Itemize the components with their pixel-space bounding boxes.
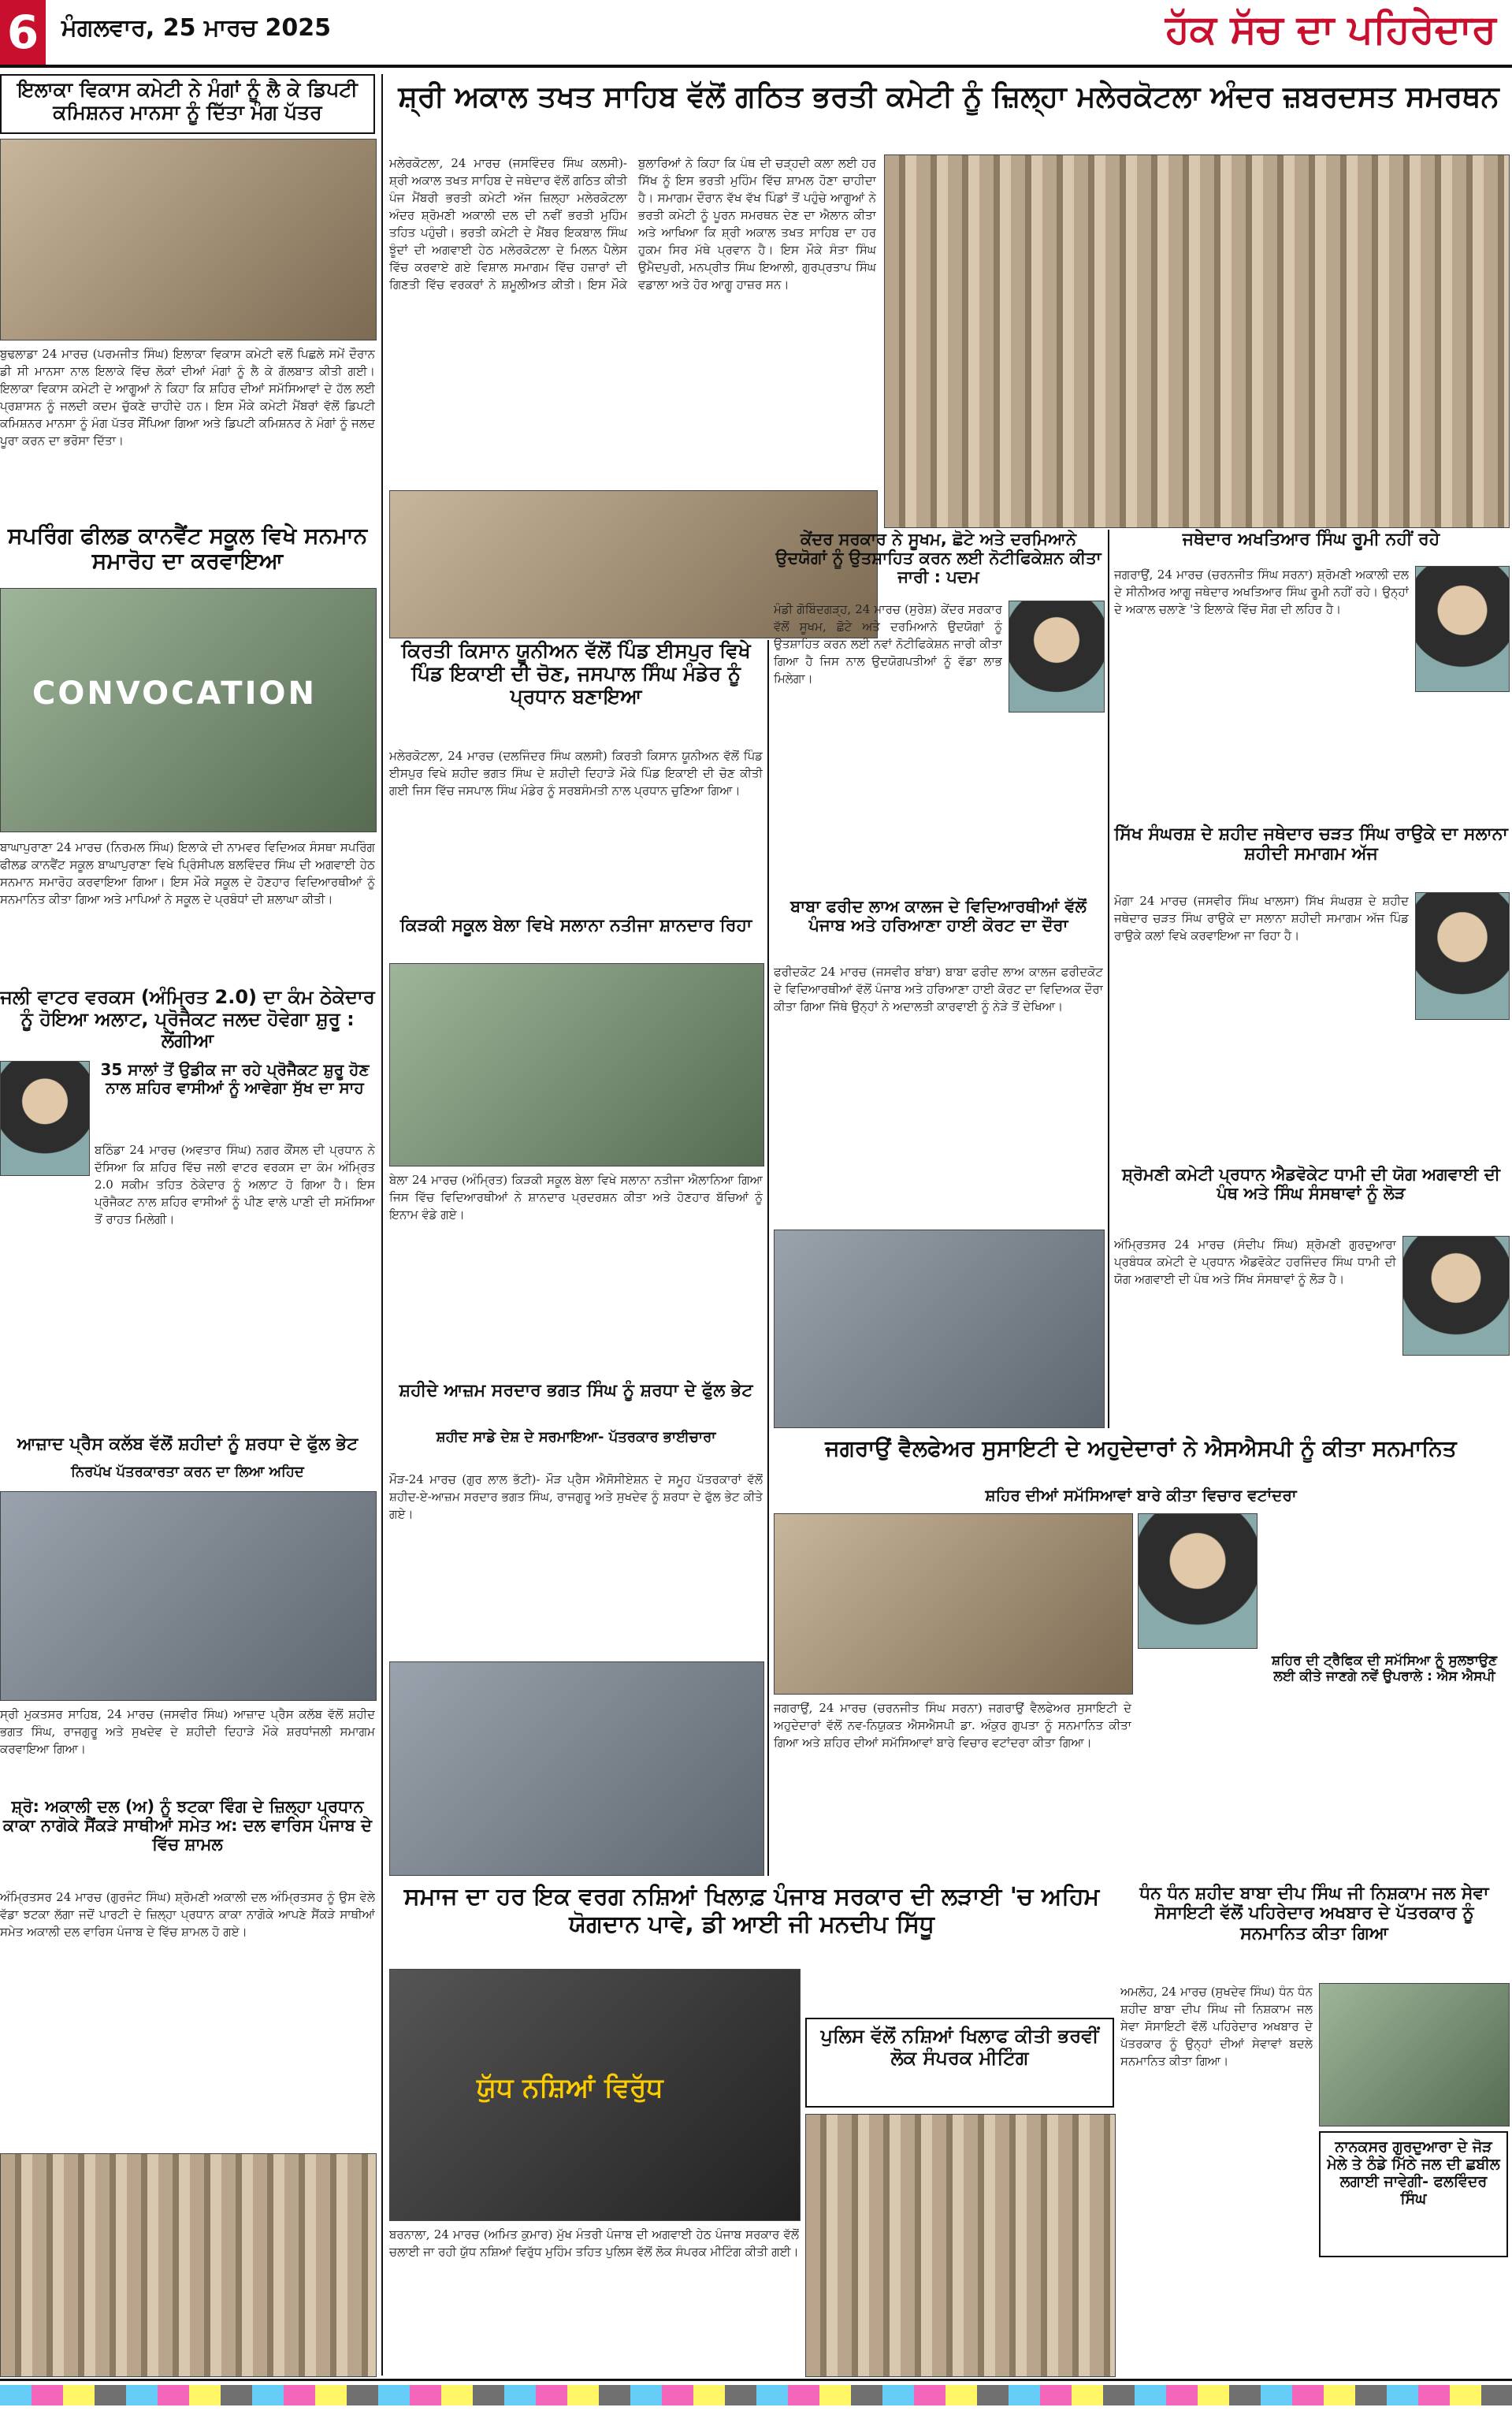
article-body-akali-dal: ਅੰਮ੍ਰਿਤਸਰ 24 ਮਾਰਚ (ਗੁਰਜੰਟ ਸਿੰਘ) ਸ਼੍ਰੋਮਣੀ ਅਕਾਲੀ ਦਲ ਅੰਮ੍ਰਿਤਸਰ ਨੂੰ ਉਸ ਵੇਲੇ ਵੱਡਾ ਝਟਕਾ ਲੱਗਾ ਜਦੋਂ ਪਾਰਟੀ ਦੇ ਜ਼ਿਲ੍ਹਾ ਪ੍ਰਧਾਨ ਕਾਕਾ ਨਾਗੋਕੇ ਆਪਣੇ ਸੈਂਕੜੇ ਸਾਥੀਆਂ ਸਮੇਤ ਅਕਾਲੀ ਦਲ ਵਾਰਿਸ ਪੰਜਾਬ ਦੇ ਵਿੱਚ ਸ਼ਾਮਲ ਹੋ ਗਏ। [0,1890,375,1939]
photo-drug-meeting [389,1969,801,2221]
article-body-dig-drugs: ਬਰਨਾਲਾ, 24 ਮਾਰਚ (ਅਮਿਤ ਕੁਮਾਰ) ਮੁੱਖ ਮੰਤਰੀ ਪੰਜਾਬ ਦੀ ਅਗਵਾਈ ਹੇਠ ਪੰਜਾਬ ਸਰਕਾਰ ਵੱਲੋਂ ਚਲਾਈ ਜਾ ਰਹੀ ਯੁੱਧ ਨਸ਼ਿਆਂ ਵਿਰੁੱਧ ਮੁਹਿੰਮ ਤਹਿਤ ਪੁਲਿਸ ਵੱਲੋਂ ਲੋਕ ਸੰਪਰਕ ਮੀਟਿੰਗ ਕੀਤੀ ਗਈ। [389,2227,799,2259]
photo-akali-dal [0,2153,377,2377]
article-body-charat-singh: ਮੋਗਾ 24 ਮਾਰਚ (ਜਸਵੀਰ ਸਿੰਘ ਖਾਲਸਾ) ਸਿੱਖ ਸੰਘਰਸ਼ ਦੇ ਸ਼ਹੀਦ ਜਥੇਦਾਰ ਚੜਤ ਸਿੰਘ ਰਾਉਕੇ ਦਾ ਸਲਾਨਾ ਸ਼ਹੀਦੀ ਸਮਾਗਮ ਅੱਜ ਪਿੰਡ ਰਾਉਕੇ ਕਲਾਂ ਵਿਖੇ ਕਰਵਾਇਆ ਜਾ ਰਿਹਾ ਹੈ। [1114,894,1409,943]
article-body-rumi-obituary: ਜਗਰਾਉਂ, 24 ਮਾਰਚ (ਚਰਨਜੀਤ ਸਿੰਘ ਸਰਨਾ) ਸ਼੍ਰੋਮਣੀ ਅਕਾਲੀ ਦਲ ਦੇ ਸੀਨੀਅਰ ਆਗੂ ਜਥੇਦਾਰ ਅਖਤਿਆਰ ਸਿੰਘ ਰੂਮੀ ਨਹੀਂ ਰਹੇ। ਉਨ੍ਹਾਂ ਦੇ ਅਕਾਲ ਚਲਾਣੇ 'ਤੇ ਇਲਾਕੇ ਵਿੱਚ ਸੋਗ ਦੀ ਲਹਿਰ ਹੈ। [1114,567,1409,616]
headline-area-committee: ਇਲਾਕਾ ਵਿਕਾਸ ਕਮੇਟੀ ਨੇ ਮੰਗਾਂ ਨੂੰ ਲੈ ਕੇ ਡਿਪਟੀ ਕਮਿਸ਼ਨਰ ਮਾਨਸਾ ਨੂੰ ਦਿੱਤਾ ਮੰਗ ਪੱਤਰ [0,74,375,134]
color-registration-bar [0,2385,1512,2405]
issue-date: ਮੰਗਲਵਾਰ, 25 ਮਾਰਚ 2025 [61,14,331,42]
article-body-kidki-school: ਬੇਲਾ 24 ਮਾਰਚ (ਅੰਮ੍ਰਿਤ) ਕਿੜਕੀ ਸਕੂਲ ਬੇਲਾ ਵਿਖੇ ਸਲਾਨਾ ਨਤੀਜਾ ਐਲਾਨਿਆ ਗਿਆ ਜਿਸ ਵਿੱਚ ਵਿਦਿਆਰਥੀਆਂ ਨੇ ਸ਼ਾਨਦਾਰ ਪ੍ਰਦਰਸ਼ਨ ਕੀਤਾ ਅਤੇ ਹੋਣਹਾਰ ਬੱਚਿਆਂ ਨੂੰ ਇਨਾਮ ਵੰਡੇ ਗਏ। [389,1173,763,1222]
article-body-baba-farid: ਫਰੀਦਕੋਟ 24 ਮਾਰਚ (ਜਸਵੀਰ ਬਾਂਬਾ) ਬਾਬਾ ਫਰੀਦ ਲਾਅ ਕਾਲਜ ਫਰੀਦਕੋਟ ਦੇ ਵਿਦਿਆਰਥੀਆਂ ਵੱਲੋਂ ਪੰਜਾਬ ਅਤੇ ਹਰਿਆਣਾ ਹਾਈ ਕੋਰਟ ਦਾ ਵਿਦਿਅਕ ਦੌਰਾ ਕੀਤਾ ਗਿਆ ਜਿੱਥੇ ਉਨ੍ਹਾਂ ਨੇ ਅਦਾਲਤੀ ਕਾਰਵਾਈ ਨੂੰ ਨੇੜੇ ਤੋਂ ਦੇਖਿਆ। [774,965,1103,1014]
headline-dhami: ਸ਼੍ਰੋਮਣੀ ਕਮੇਟੀ ਪ੍ਰਧਾਨ ਐਡਵੋਕੇਟ ਧਾਮੀ ਦੀ ਯੋਗ ਅਗਵਾਈ ਦੀ ਪੰਥ ਅਤੇ ਸਿੰਘ ਸੰਸਥਾਵਾਂ ਨੂੰ ਲੋੜ [1122,1165,1500,1204]
headline-baba-farid: ਬਾਬਾ ਫਰੀਦ ਲਾਅ ਕਾਲਜ ਦੇ ਵਿਦਿਆਰਥੀਆਂ ਵੱਲੋਂ ਪੰਜਾਬ ਅਤੇ ਹਰਿਆਣਾ ਹਾਈ ਕੋਰਟ ਦਾ ਦੌਰਾ [790,897,1087,936]
article-body-msme: ਮੰਡੀ ਗੋਬਿੰਦਗੜ੍ਹ, 24 ਮਾਰਚ (ਸੁਰੇਸ਼) ਕੇਂਦਰ ਸਰਕਾਰ ਵੱਲੋਂ ਸੂਖਮ, ਛੋਟੇ ਅਤੇ ਦਰਮਿਆਨੇ ਉਦਯੋਗਾਂ ਨੂੰ ਉਤਸ਼ਾਹਿਤ ਕਰਨ ਲਈ ਨਵਾਂ ਨੋਟੀਫਿਕੇਸ਼ਨ ਜਾਰੀ ਕੀਤਾ ਗਿਆ ਹੈ ਜਿਸ ਨਾਲ ਉਦਯੋਗਪਤੀਆਂ ਨੂੰ ਵੱਡਾ ਲਾਭ ਮਿਲੇਗਾ। [774,602,1002,686]
article-body-spring-field: ਬਾਘਾਪੁਰਾਣਾ 24 ਮਾਰਚ (ਨਿਰਮਲ ਸਿੰਘ) ਇਲਾਕੇ ਦੀ ਨਾਮਵਰ ਵਿਦਿਅਕ ਸੰਸਥਾ ਸਪਰਿੰਗ ਫੀਲਡ ਕਾਨਵੈਂਟ ਸਕੂਲ ਬਾਘਾਪੁਰਾਣਾ ਵਿਖੇ ਪ੍ਰਿੰਸੀਪਲ ਬਲਵਿੰਦਰ ਸਿੰਘ ਦੀ ਅਗਵਾਈ ਹੇਠ ਸਨਮਾਨ ਸਮਾਰੋਹ ਕਰਵਾਇਆ ਗਿਆ। ਇਸ ਮੌਕੇ ਸਕੂਲ ਦੇ ਹੋਣਹਾਰ ਵਿਦਿਆਰਥੀਆਂ ਨੂੰ ਸਨਮਾਨਿਤ ਕੀਤਾ ਗਿਆ ਅਤੇ ਮਾਪਿਆਂ ਨੇ ਸਕੂਲ ਦੇ ਪ੍ਰਬੰਧਾਂ ਦੀ ਸ਼ਲਾਘਾ ਕੀਤੀ। [0,840,375,906]
article-body-water-works: ਬਠਿੰਡਾ 24 ਮਾਰਚ (ਅਵਤਾਰ ਸਿੰਘ) ਨਗਰ ਕੌਂਸਲ ਦੀ ਪ੍ਰਧਾਨ ਨੇ ਦੱਸਿਆ ਕਿ ਸ਼ਹਿਰ ਵਿੱਚ ਜਲੀ ਵਾਟਰ ਵਰਕਸ ਦਾ ਕੰਮ ਅੰਮ੍ਰਿਤ 2.0 ਸਕੀਮ ਤਹਿਤ ਠੇਕੇਦਾਰ ਨੂੰ ਅਲਾਟ ਹੋ ਗਿਆ ਹੈ। ਇਸ ਪ੍ਰੋਜੈਕਟ ਨਾਲ ਸ਼ਹਿਰ ਵਾਸੀਆਂ ਨੂੰ ਪੀਣ ਵਾਲੇ ਪਾਣੀ ਦੀ ਸਮੱਸਿਆ ਤੋਂ ਰਾਹਤ ਮਿਲੇਗੀ। [95,1143,375,1226]
headline-kidki-school: ਕਿੜਕੀ ਸਕੂਲ ਬੇਲਾ ਵਿਖੇ ਸਲਾਨਾ ਨਤੀਜਾ ਸ਼ਾਨਦਾਰ ਰਿਹਾ [399,916,752,936]
headline-rumi-obituary: ਜਥੇਦਾਰ ਅਖਤਿਆਰ ਸਿੰਘ ਰੂਮੀ ਨਹੀਂ ਰਹੇ [1182,530,1440,549]
bottom-divider [0,2379,1512,2381]
headline-akal-takht: ਸ਼੍ਰੀ ਅਕਾਲ ਤਖਤ ਸਾਹਿਬ ਵੱਲੋਂ ਗਠਿਤ ਭਰਤੀ ਕਮੇਟੀ ਨੂੰ ਜ਼ਿਲ੍ਹਾ ਮਲੇਰਕੋਟਲਾ ਅੰਦਰ ਜ਼ਬਰਦਸਤ ਸਮਰਥਨ [398,80,1499,113]
photo-charat-singh [1415,892,1510,1020]
headline-police-meeting: ਪੁਲਿਸ ਵੱਲੋਂ ਨਸ਼ਿਆਂ ਖਿਲਾਫ ਕੀਤੀ ਭਰਵੀਂ ਲੋਕ ਸੰਪਰਕ ਮੀਟਿੰਗ [805,2018,1114,2108]
headline-akali-dal: ਸ਼੍ਰੋ: ਅਕਾਲੀ ਦਲ (ਅ) ਨੂੰ ਝਟਕਾ ਵਿੰਗ ਦੇ ਜ਼ਿਲ੍ਹਾ ਪ੍ਰਧਾਨ ਕਾਕਾ ਨਾਗੋਕੇ ਸੈਂਕੜੇ ਸਾਥੀਆਂ ਸਮੇਤ ਅ: ਦਲ ਵਾਰਿਸ ਪੰਜਾਬ ਦੇ ਵਿੱਚ ਸ਼ਾਮਲ [2,1797,373,1855]
sidebar-headline-traffic: ਸ਼ਹਿਰ ਦੀ ਟ੍ਰੈਫਿਕ ਦੀ ਸਮੱਸਿਆ ਨੂੰ ਸੁਲਝਾਉਣ ਲਈ ਕੀਤੇ ਜਾਣਗੇ ਨਵੇਂ ਉਪਰਾਲੇ : ਐਸ ਐਸਪੀ [1271,1653,1498,1684]
article-body-jal-sewa-society: ਅਮਲੋਹ, 24 ਮਾਰਚ (ਸੁਖਦੇਵ ਸਿੰਘ) ਧੰਨ ਧੰਨ ਸ਼ਹੀਦ ਬਾਬਾ ਦੀਪ ਸਿੰਘ ਜੀ ਨਿਸ਼ਕਾਮ ਜਲ ਸੇਵਾ ਸੋਸਾਇਟੀ ਵੱਲੋਂ ਪਹਿਰੇਦਾਰ ਅਖਬਾਰ ਦੇ ਪੱਤਰਕਾਰ ਨੂੰ ਉਨ੍ਹਾਂ ਦੀਆਂ ਸੇਵਾਵਾਂ ਬਦਲੇ ਸਨਮਾਨਿਤ ਕੀਤਾ ਗਿਆ। [1120,1985,1313,2068]
article-body-press-club: ਸ੍ਰੀ ਮੁਕਤਸਰ ਸਾਹਿਬ, 24 ਮਾਰਚ (ਜਸਵੀਰ ਸਿੰਘ) ਆਜ਼ਾਦ ਪ੍ਰੈਸ ਕਲੱਬ ਵੱਲੋਂ ਸ਼ਹੀਦ ਭਗਤ ਸਿੰਘ, ਰਾਜਗੁਰੂ ਅਤੇ ਸੁਖਦੇਵ ਦੇ ਸ਼ਹੀਦੀ ਦਿਹਾੜੇ ਮੌਕੇ ਸ਼ਰਧਾਂਜਲੀ ਸਮਾਗਮ ਕਰਵਾਇਆ ਗਿਆ। [0,1707,375,1756]
photo-area-committee [0,139,377,340]
photo-akal-takht-crowd [884,154,1510,528]
article-sidebar-body-jagraon [1261,1513,1508,1647]
photo-press-club [0,1491,377,1701]
article-body-akal-takht: ਮਲੇਰਕੋਟਲਾ, 24 ਮਾਰਚ (ਜਸਵਿੰਦਰ ਸਿੰਘ ਕਲਸੀ)- ਸ਼੍ਰੀ ਅਕਾਲ ਤਖਤ ਸਾਹਿਬ ਦੇ ਜਥੇਦਾਰ ਵੱਲੋਂ ਗਠਿਤ ਕੀਤੀ ਪੰਜ ਮੈਂਬਰੀ ਭਰਤੀ ਕਮੇਟੀ ਅੱਜ ਜ਼ਿਲ੍ਹਾ ਮਲੇਰਕੋਟਲਾ ਅੰਦਰ ਸ਼੍ਰੋਮਣੀ ਅਕਾਲੀ ਦਲ ਦੀ ਨਵੀਂ ਭਰਤੀ ਮੁਹਿੰਮ ਤਹਿਤ ਪਹੁੰਚੀ। ਭਰਤੀ ਕਮੇਟੀ ਦੇ ਮੈਂਬਰ ਇਕਬਾਲ ਸਿੰਘ ਝੂੰਦਾਂ ਦੀ ਅਗਵਾਈ ਹੇਠ ਮਲੇਰਕੋਟਲਾ ਦੇ ਮਿਲਨ ਪੈਲੇਸ ਵਿੱਚ ਕਰਵਾਏ ਗਏ ਵਿਸ਼ਾਲ ਸਮਾਗਮ ਵਿੱਚ ਹਜ਼ਾਰਾਂ ਦੀ ਗਿਣਤੀ ਵਿੱਚ ਵਰਕਰਾਂ ਨੇ ਸ਼ਮੂਲੀਅਤ ਕੀਤੀ। ਇਸ ਮੌਕੇ ਬੁਲਾਰਿਆਂ ਨੇ ਕਿਹਾ ਕਿ ਪੰਥ ਦੀ ਚੜ੍ਹਦੀ ਕਲਾ ਲਈ ਹਰ ਸਿੱਖ ਨੂੰ ਇਸ ਭਰਤੀ ਮੁਹਿੰਮ ਵਿੱਚ ਸ਼ਾਮਲ ਹੋਣਾ ਚਾਹੀਦਾ ਹੈ। ਸਮਾਗਮ ਦੌਰਾਨ ਵੱਖ ਵੱਖ ਪਿੰਡਾਂ ਤੋਂ ਪਹੁੰਚੇ ਆਗੂਆਂ ਨੇ ਭਰਤੀ ਕਮੇਟੀ ਨੂੰ ਪੂਰਨ ਸਮਰਥਨ ਦੇਣ ਦਾ ਐਲਾਨ ਕੀਤਾ ਅਤੇ ਆਖਿਆ ਕਿ ਸ਼੍ਰੀ ਅਕਾਲ ਤਖਤ ਸਾਹਿਬ ਦਾ ਹਰ ਹੁਕਮ ਸਿਰ ਮੱਥੇ ਪ੍ਰਵਾਨ ਹੈ। ਇਸ ਮੌਕੇ ਸੰਤਾ ਸਿੰਘ ਉਮੈਦਪੁਰੀ, ਮਨਪ੍ਰੀਤ ਸਿੰਘ ਇਆਲੀ, ਗੁਰਪ੍ਰਤਾਪ ਸਿੰਘ ਵਡਾਲਾ ਅਤੇ ਹੋਰ ਆਗੂ ਹਾਜ਼ਰ ਸਨ। [389,156,876,292]
photo-law-college [774,1230,1105,1428]
column-divider-right [1108,530,1109,1428]
article-body-dhami: ਅੰਮ੍ਰਿਤਸਰ 24 ਮਾਰਚ (ਸੰਦੀਪ ਸਿੰਘ) ਸ਼੍ਰੋਮਣੀ ਗੁਰਦੁਆਰਾ ਪ੍ਰਬੰਧਕ ਕਮੇਟੀ ਦੇ ਪ੍ਰਧਾਨ ਐਡਵੋਕੇਟ ਹਰਜਿੰਦਰ ਸਿੰਘ ਧਾਮੀ ਦੀ ਯੋਗ ਅਗਵਾਈ ਦੀ ਪੰਥ ਅਤੇ ਸਿੱਖ ਸੰਸਥਾਵਾਂ ਨੂੰ ਲੋੜ ਹੈ। [1114,1237,1396,1286]
headline-dig-drugs: ਸਮਾਜ ਦਾ ਹਰ ਇਕ ਵਰਗ ਨਸ਼ਿਆਂ ਖਿਲਾਫ਼ ਪੰਜਾਬ ਸਰਕਾਰ ਦੀ ਲੜਾਈ 'ਚ ਅਹਿਮ ਯੋਗਦਾਨ ਪਾਵੇ, ਡੀ ਆਈ ਜੀ ਮਨਦੀਪ ਸਿੱਧੂ [403,1883,1100,1938]
convocation-banner-text: CONVOCATION [32,675,317,712]
drug-banner-text: ਯੁੱਧ ਨਸ਼ਿਆਂ ਵਿਰੁੱਧ [477,2072,663,2104]
photo-convocation [0,588,377,832]
page-number: 6 [6,6,39,59]
photo-jagraon-society [774,1513,1133,1695]
photo-rumi [1415,566,1510,692]
subheadline-jagraon-society: ਸ਼ਹਿਰ ਦੀਆਂ ਸਮੱਸਿਆਵਾਂ ਬਾਰੇ ਕੀਤਾ ਵਿਚਾਰ ਵਟਾਂਦਰਾ [985,1486,1297,1505]
article-body-bhagat-singh-tribute: ਮੌੜ-24 ਮਾਰਚ (ਗੁਰ ਲਾਲ ਭੱਟੀ)- ਮੌੜ ਪ੍ਰੈਸ ਐਸੋਸੀਏਸ਼ਨ ਦੇ ਸਮੂਹ ਪੱਤਰਕਾਰਾਂ ਵੱਲੋਂ ਸ਼ਹੀਦ-ਏ-ਆਜ਼ਮ ਸਰਦਾਰ ਭਗਤ ਸਿੰਘ, ਰਾਜਗੁਰੂ ਅਤੇ ਸੁਖਦੇਵ ਨੂੰ ਸ਼ਰਧਾ ਦੇ ਫੁੱਲ ਭੇਟ ਕੀਤੇ ਗਏ। [389,1472,763,1521]
photo-school-result [389,963,764,1166]
subheadline-press-club: ਨਿਰਪੱਖ ਪੱਤਰਕਾਰਤਾ ਕਰਨ ਦਾ ਲਿਆ ਅਹਿਦ [71,1464,304,1480]
headline-jagraon-society: ਜਗਰਾਉਂ ਵੈਲਫੇਅਰ ਸੁਸਾਇਟੀ ਦੇ ਅਹੁਦੇਦਾਰਾਂ ਨੇ ਐਸਐਸਪੀ ਨੂੰ ਕੀਤਾ ਸਨਮਾਨਿਤ [825,1435,1457,1461]
article-body-jagraon-society: ਜਗਰਾਉਂ, 24 ਮਾਰਚ (ਚਰਨਜੀਤ ਸਿੰਘ ਸਰਨਾ) ਜਗਰਾਉਂ ਵੈਲਫੇਅਰ ਸੁਸਾਇਟੀ ਦੇ ਅਹੁਦੇਦਾਰਾਂ ਵੱਲੋਂ ਨਵ-ਨਿਯੁਕਤ ਐਸਐਸਪੀ ਡਾ. ਅੰਕੁਰ ਗੁਪਤਾ ਨੂੰ ਸਨਮਾਨਿਤ ਕੀਤਾ ਗਿਆ ਅਤੇ ਸ਼ਹਿਰ ਦੀਆਂ ਸਮੱਸਿਆਵਾਂ ਬਾਰੇ ਵਿਚਾਰ ਵਟਾਂਦਰਾ ਕੀਤਾ ਗਿਆ। [774,1701,1131,1750]
subheadline-water-works: 35 ਸਾਲਾਂ ਤੋਂ ਉਡੀਕ ਜਾ ਰਹੇ ਪ੍ਰੋਜੈਕਟ ਸ਼ੁਰੂ ਹੋਣ ਨਾਲ ਸ਼ਹਿਰ ਵਾਸੀਆਂ ਨੂੰ ਆਵੇਗਾ ਸੁੱਖ ਦਾ ਸਾਹ [100,1060,370,1097]
headline-water-works: ਜਲੀ ਵਾਟਰ ਵਰਕਸ (ਅੰਮ੍ਰਿਤ 2.0) ਦਾ ਕੰਮ ਠੇਕੇਦਾਰ ਨੂੰ ਹੋਇਆ ਅਲਾਟ, ਪ੍ਰੋਜੈਕਟ ਜਲਦ ਹੋਵੇਗਾ ਸ਼ੁਰੂ : ਲੋਂਗੀਆ [0,986,375,1052]
headline-kirti-kisan: ਕਿਰਤੀ ਕਿਸਾਨ ਯੂਨੀਅਨ ਵੱਲੋਂ ਪਿੰਡ ਈਸਪੁਰ ਵਿਖੇ ਪਿੰਡ ਇਕਾਈ ਦੀ ਚੋਣ, ਜਸਪਾਲ ਸਿੰਘ ਮੰਡੇਰ ਨੂੰ ਪ੍ਰਧਾਨ ਬਣਾਇਆ [401,639,751,708]
column-divider-left [381,74,383,2376]
headline-msme: ਕੇਂਦਰ ਸਰਕਾਰ ਨੇ ਸੂਖਮ, ਛੋਟੇ ਅਤੇ ਦਰਮਿਆਨੇ ਉਦਯੋਗਾਂ ਨੂੰ ਉਤਸ਼ਾਹਿਤ ਕਰਨ ਲਈ ਨੋਟੀਫਿਕੇਸ਼ਨ ਕੀਤਾ ਜਾਰੀ : ਪਦਮ [775,530,1101,587]
photo-tribute [389,1661,764,1876]
article-body-area-committee: ਬੁਢਲਾਡਾ 24 ਮਾਰਚ (ਪਰਮਜੀਤ ਸਿੰਘ) ਇਲਾਕਾ ਵਿਕਾਸ ਕਮੇਟੀ ਵਲੋਂ ਪਿਛਲੇ ਸਮੇਂ ਦੌਰਾਨ ਡੀ ਸੀ ਮਾਨਸਾ ਨਾਲ ਇਲਾਕੇ ਵਿੱਚ ਲੋਕਾਂ ਦੀਆਂ ਮੰਗਾਂ ਨੂੰ ਲੈ ਕੇ ਗੱਲਬਾਤ ਕੀਤੀ ਗਈ। ਇਲਾਕਾ ਵਿਕਾਸ ਕਮੇਟੀ ਦੇ ਆਗੂਆਂ ਨੇ ਕਿਹਾ ਕਿ ਸ਼ਹਿਰ ਦੀਆਂ ਸਮੱਸਿਆਵਾਂ ਦੇ ਹੱਲ ਲਈ ਪ੍ਰਸ਼ਾਸਨ ਨੂੰ ਜਲਦੀ ਕਦਮ ਚੁੱਕਣੇ ਚਾਹੀਦੇ ਹਨ। ਇਸ ਮੌਕੇ ਕਮੇਟੀ ਮੈਂਬਰਾਂ ਵੱਲੋਂ ਡਿਪਟੀ ਕਮਿਸ਼ਨਰ ਮਾਨਸਾ ਨੂੰ ਮੰਗ ਪੱਤਰ ਸੌਂਪਿਆ ਗਿਆ ਅਤੇ ਡਿਪਟੀ ਕਮਿਸ਼ਨਰ ਨੇ ਮੰਗਾਂ ਨੂੰ ਜਲਦ ਪੂਰਾ ਕਰਨ ਦਾ ਭਰੋਸਾ ਦਿੱਤਾ। [0,347,375,448]
masthead-divider [0,65,1512,68]
sidebar-headline-chhabil: ਨਾਨਕਸਰ ਗੁਰਦੁਆਰਾ ਦੇ ਜੋੜ ਮੇਲੇ ਤੇ ਠੰਡੇ ਮਿੱਠੇ ਜਲ ਦੀ ਛਬੀਲ ਲਗਾਈ ਜਾਵੇਗੀ- ਫਲਵਿੰਦਰ ਸਿੰਘ [1319,2131,1508,2257]
masthead [0,0,1512,65]
photo-dhami [1402,1236,1510,1356]
headline-spring-field: ਸਪਰਿੰਗ ਫੀਲਡ ਕਾਨਵੈਂਟ ਸਕੂਲ ਵਿਖੇ ਸਨਮਾਨ ਸਮਾਰੋਹ ਦਾ ਕਰਵਾਇਆ [7,523,368,575]
photo-ssp [1138,1513,1258,1649]
photo-padam [1009,601,1105,713]
headline-bhagat-singh-tribute: ਸ਼ਹੀਦੇ ਆਜ਼ਮ ਸਰਦਾਰ ਭਗਤ ਸਿੰਘ ਨੂੰ ਸ਼ਰਧਾ ਦੇ ਫੁੱਲ ਭੇਟ [399,1381,753,1401]
headline-charat-singh: ਸਿੱਖ ਸੰਘਰਸ਼ ਦੇ ਸ਼ਹੀਦ ਜਥੇਦਾਰ ਚੜਤ ਸਿੰਘ ਰਾਉਕੇ ਦਾ ਸਲਾਨਾ ਸ਼ਹੀਦੀ ਸਮਾਗਮ ਅੱਜ [1114,824,1508,865]
article-body-kirti-kisan: ਮਲੇਰਕੋਟਲਾ, 24 ਮਾਰਚ (ਦਲਜਿੰਦਰ ਸਿੰਘ ਕਲਸੀ) ਕਿਰਤੀ ਕਿਸਾਨ ਯੂਨੀਅਨ ਵੱਲੋਂ ਪਿੰਡ ਈਸਪੁਰ ਵਿਖੇ ਸ਼ਹੀਦ ਭਗਤ ਸਿੰਘ ਦੇ ਸ਼ਹੀਦੀ ਦਿਹਾੜੇ ਮੌਕੇ ਪਿੰਡ ਇਕਾਈ ਦੀ ਚੋਣ ਕੀਤੀ ਗਈ ਜਿਸ ਵਿੱਚ ਜਸਪਾਲ ਸਿੰਘ ਮੰਡੇਰ ਨੂੰ ਸਰਬਸੰਮਤੀ ਨਾਲ ਪ੍ਰਧਾਨ ਚੁਣਿਆ ਗਿਆ। [389,749,763,798]
headline-press-club: ਆਜ਼ਾਦ ਪ੍ਰੈਸ ਕਲੱਬ ਵੱਲੋਂ ਸ਼ਹੀਦਾਂ ਨੂੰ ਸ਼ਰਧਾ ਦੇ ਫੁੱਲ ਭੇਟ [17,1434,358,1454]
photo-police-meeting [805,2114,1116,2377]
subheadline-bhagat-singh-tribute: ਸ਼ਹੀਦ ਸਾਡੇ ਦੇਸ਼ ਦੇ ਸਰਮਾਇਆ- ਪੱਤਰਕਾਰ ਭਾਈਚਾਰਾ [436,1429,716,1445]
headline-jal-sewa-society: ਧੰਨ ਧੰਨ ਸ਼ਹੀਦ ਬਾਬਾ ਦੀਪ ਸਿੰਘ ਜੀ ਨਿਸ਼ਕਾਮ ਜਲ ਸੇਵਾ ਸੋਸਾਇਟੀ ਵੱਲੋਂ ਪਹਿਰੇਦਾਰ ਅਖਬਾਰ ਦੇ ਪੱਤਰਕਾਰ ਨੂੰ ਸਨਮਾਨਿਤ ਕੀਤਾ ਗਿਆ [1139,1884,1489,1944]
column-divider-mid [767,640,769,1876]
paper-name: ਹੱਕ ਸੱਚ ਦਾ ਪਹਿਰੇਦਾਰ [1165,6,1496,52]
photo-jal-sewa-society [1319,1983,1510,2126]
photo-councillor [0,1061,90,1176]
